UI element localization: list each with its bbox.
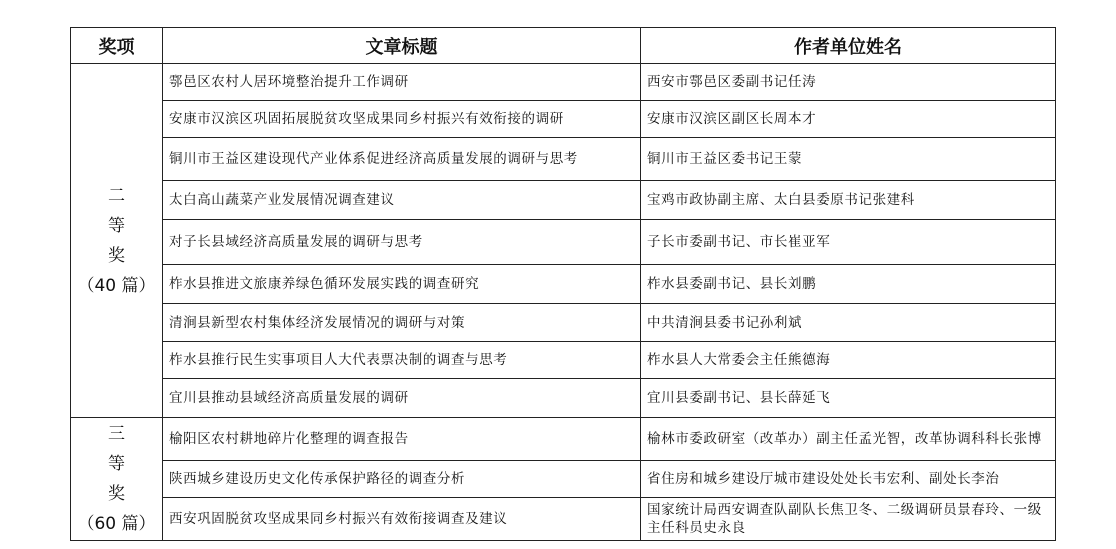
table-row: [71, 461, 1056, 498]
table-row: [71, 138, 1056, 181]
author-info: 铜川市王益区委书记王蒙: [641, 138, 1056, 181]
table-row: [71, 379, 1056, 418]
article-title: 西安巩固脱贫攻坚成果同乡村振兴有效衔接调查及建议: [163, 498, 641, 541]
header-row: [71, 28, 1056, 64]
author-info: 子长市委副书记、市长崔亚军: [641, 220, 1056, 265]
award-char: 奖: [108, 484, 125, 504]
author-info: 榆林市委政研室（改革办）副主任孟光智，改革协调科科长张博: [641, 418, 1056, 461]
author-info: 宝鸡市政协副主席、太白县委原书记张建科: [641, 181, 1056, 220]
article-title: 对子长县域经济高质量发展的调研与思考: [163, 220, 641, 265]
table-row: [71, 342, 1056, 379]
table-row: [71, 265, 1056, 304]
award-char: 二: [108, 185, 125, 206]
author-info: 中共清涧县委书记孙利斌: [641, 304, 1056, 342]
article-title: 榆阳区农村耕地碎片化整理的调查报告: [163, 418, 641, 461]
award-cell-second: [71, 64, 163, 418]
article-title: 陕西城乡建设历史文化传承保护路径的调查分析: [163, 461, 641, 498]
author-info: 西安市鄠邑区委副书记任涛: [641, 64, 1056, 101]
header-title: 文章标题: [163, 28, 641, 64]
author-info: 柞水县人大常委会主任熊德海: [641, 342, 1056, 379]
article-title: 鄠邑区农村人居环境整治提升工作调研: [163, 64, 641, 101]
table-row: [71, 304, 1056, 342]
article-title: 安康市汉滨区巩固拓展脱贫攻坚成果同乡村振兴有效衔接的调研: [163, 101, 641, 138]
award-char: 三: [108, 424, 125, 444]
author-info: 国家统计局西安调查队副队长焦卫冬、二级调研员景春玲、一级主任科员史永良: [641, 498, 1056, 541]
table-row: [71, 418, 1056, 461]
article-title: 太白高山蔬菜产业发展情况调查建议: [163, 181, 641, 220]
article-title: 柞水县推进文旅康养绿色循环发展实践的调查研究: [163, 265, 641, 304]
table-row: [71, 498, 1056, 541]
author-info: 柞水县委副书记、县长刘鹏: [641, 265, 1056, 304]
award-count: （60 篇）: [77, 514, 156, 534]
table-row: [71, 220, 1056, 265]
table-row: [71, 64, 1056, 101]
header-author: 作者单位姓名: [641, 28, 1056, 64]
article-title: 清涧县新型农村集体经济发展情况的调研与对策: [163, 304, 641, 342]
award-char: 等: [108, 215, 125, 236]
award-char: 等: [108, 454, 125, 474]
award-cell-third: [71, 418, 163, 541]
award-table: [70, 27, 1056, 541]
header-award: 奖项: [71, 28, 163, 64]
author-info: 安康市汉滨区副区长周本才: [641, 101, 1056, 138]
table-row: [71, 101, 1056, 138]
article-title: 铜川市王益区建设现代产业体系促进经济高质量发展的调研与思考: [163, 138, 641, 181]
table-row: [71, 181, 1056, 220]
award-char: 奖: [108, 245, 125, 266]
author-info: 省住房和城乡建设厅城市建设处处长韦宏利、副处长李治: [641, 461, 1056, 498]
award-count: （40 篇）: [77, 275, 156, 296]
article-title: 柞水县推行民生实事项目人大代表票决制的调查与思考: [163, 342, 641, 379]
author-info: 宜川县委副书记、县长薛延飞: [641, 379, 1056, 418]
article-title: 宜川县推动县域经济高质量发展的调研: [163, 379, 641, 418]
